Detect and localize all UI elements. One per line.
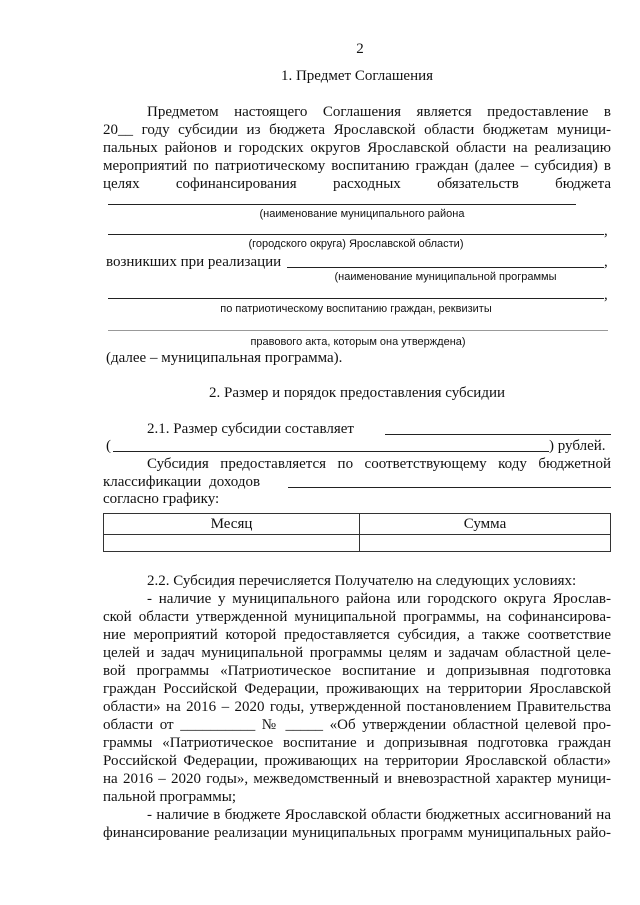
table-cell [360,535,611,552]
rubles-label: ) рублей. [549,438,606,454]
table-cell [104,535,360,552]
comma: , [604,223,608,239]
open-paren: ( [106,438,111,454]
caption-municipal-program: (наименование муниципальной программы [334,271,557,283]
conditions-line: граммы «Патриотическое воспитание и допризывная подготовка граждан [103,735,611,751]
caption-city-district: (городского округа) Ярославской области) [248,238,464,250]
blank-line [113,451,549,452]
comma: , [604,254,608,270]
conditions-line: пальной программы; [103,789,237,805]
conditions-line: - наличие у муниципального района или городского округа Ярослав- [147,591,611,607]
column-header-amount: Сумма [360,514,611,535]
payment-schedule-table [103,513,611,552]
conditions-line: ской области утвержденной муниципальной программы, на софинансирова- [103,609,611,625]
provided-line: Субсидия предоставляется по соответствующему коду бюджетной [147,456,611,472]
blank-line [385,434,611,435]
table-header-row [104,514,611,535]
classification-label: классификации доходов [103,474,261,490]
blank-line [288,487,611,488]
conditions-line: ние мероприятий которой предоставляется субсидия, а также соответствие [103,627,611,643]
section-2-heading: 2. Размер и порядок предоставления субсидии [208,385,506,401]
section-1-heading: 1. Предмет Соглашения [280,68,434,84]
column-header-month: Месяц [104,514,360,535]
conditions-line: граждан Российской Федерации, проживающих на территории Ярославской [103,681,611,697]
section-1-line: Предметом настоящего Соглашения является предоставление в [147,104,611,120]
section-1-closing: (далее – муниципальная программа). [106,350,343,366]
caption-municipal-district: (наименование муниципального района [259,208,465,220]
blank-line [108,234,604,235]
blank-line [287,267,604,268]
conditions-line: 2.2. Субсидия перечисляется Получателю на следующих условиях: [147,573,577,589]
conditions-line: области» на 2016 – 2020 годы, утвержденной постановлением Правительства [103,699,611,715]
arising-label: возникших при реализации [106,254,282,270]
conditions-line: области от __________ № _____ «Об утверждении областной целевой про- [103,717,611,733]
comma: , [604,287,608,303]
conditions-line: целей и задач муниципальной программы целям и задачам областной целе- [103,645,611,661]
page-number: 2 [356,41,364,57]
conditions-line: Российской Федерации, проживающих на территории Ярославской области» [103,753,611,769]
conditions-line: вой программы «Патриотическое воспитание и допризывная подготовка [103,663,611,679]
conditions-line: финансирование реализации муниципальных программ муниципальных райо- [103,825,611,841]
blank-line [108,298,604,299]
section-1-line: 20__ году субсидии из бюджета Ярославской области бюджетам муници- [103,122,611,138]
conditions-line: - наличие в бюджете Ярославской области бюджетных ассигнований на [147,807,611,823]
section-1-line: пальных районов и городских округов Ярославской области на реализацию [103,140,611,156]
schedule-label: согласно графику: [103,491,220,507]
subsidy-size-label: 2.1. Размер субсидии составляет [147,421,354,437]
section-1-line: целях софинансирования расходных обязательств бюджета [103,176,611,192]
section-1-line: мероприятий по патриотическому воспитанию граждан (далее – субсидия) в [103,158,611,174]
conditions-line: на 2016 – 2020 годы», межведомственный и вневозрастной характер муници- [103,771,611,787]
caption-patriotic-details: по патриотическому воспитанию граждан, реквизиты [220,303,492,315]
caption-legal-act: правового акта, которым она утверждена) [250,336,466,348]
table-row [104,535,611,552]
blank-line [108,330,608,331]
blank-line [108,204,576,205]
